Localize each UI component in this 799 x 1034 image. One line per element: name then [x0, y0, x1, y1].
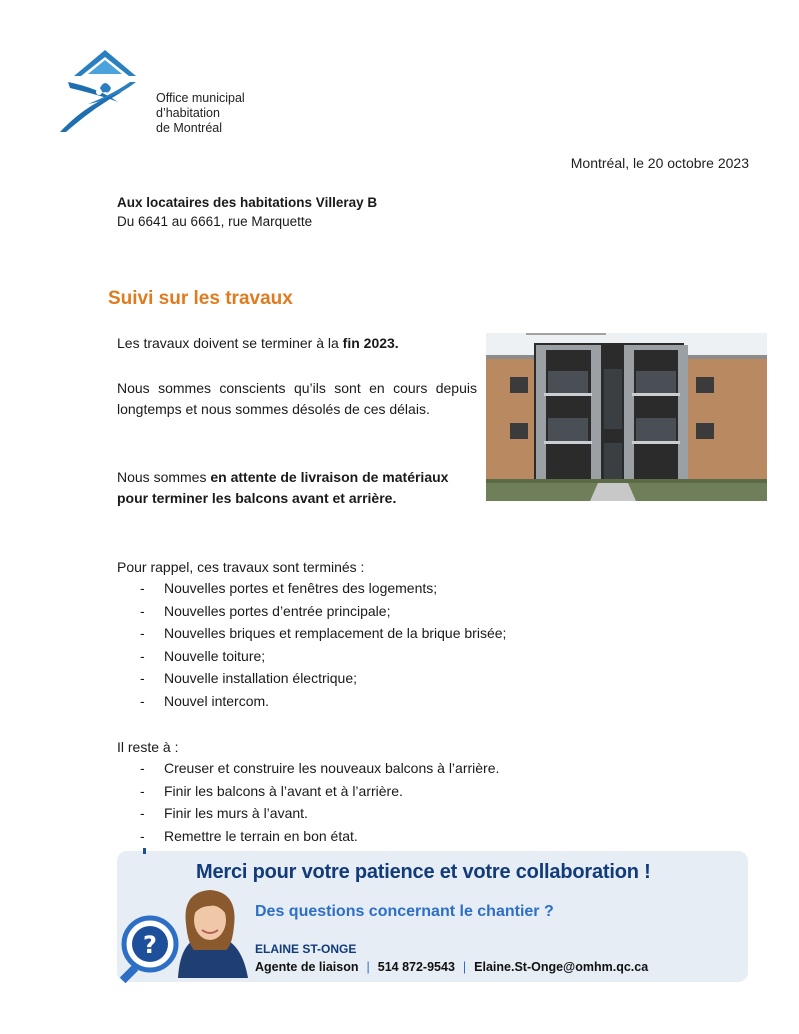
p3-bold: en attente de livraison de matériaux pour terminer les balcons avant et arrière: [117, 469, 449, 506]
recipient-line-2: Du 6641 au 6661, rue Marquette: [117, 214, 313, 229]
remaining-list: [140, 757, 499, 847]
paragraph-reminder: Pour rappel, ces travaux sont terminés :: [117, 559, 365, 575]
list-item: - Nouvelles portes d’entrée principale;: [140, 600, 506, 623]
p3-text: Nous sommes: [117, 469, 211, 485]
agent-phone: 514 872-9543: [377, 960, 455, 974]
paragraph-waiting: [117, 467, 467, 509]
list-item: - Nouvelles briques et remplacement de la brique brisée;: [140, 622, 506, 645]
section-title: Suivi sur les travaux: [108, 288, 293, 309]
recipient-block: [117, 193, 377, 231]
list-item: - Nouvelle installation électrique;: [140, 667, 506, 690]
question-magnifier-icon: [118, 912, 188, 984]
completed-list: [140, 577, 506, 712]
list-item: - Nouvelles portes et fenêtres des logements;: [140, 577, 506, 600]
logo-wordmark: [156, 91, 245, 136]
list-item: - Nouvel intercom.: [140, 690, 506, 713]
p1-bold: fin 2023.: [342, 335, 399, 351]
banner-question: Des questions concernant le chantier ?: [255, 903, 554, 920]
logo-line-1: Office municipal: [156, 91, 245, 105]
list-item: - Remettre le terrain en bon état.: [140, 825, 499, 848]
list-item: - Finir les murs à l’avant.: [140, 802, 499, 825]
paragraph-end-date: [117, 333, 477, 354]
agent-role: Agente de liaison: [255, 960, 359, 974]
agent-contact-line: [255, 960, 648, 974]
p1-text: Les travaux doivent se terminer à la: [117, 335, 343, 351]
paragraph-apology: Nous sommes conscients qu’ils sont en cours depuis longtemps et nous sommes désolés de ces délais.: [117, 380, 477, 417]
svg-text:?: ?: [143, 931, 157, 959]
logo-line-2: d’habitation: [156, 106, 220, 120]
agent-name: ELAINE ST-ONGE: [255, 942, 357, 956]
list-item: - Nouvelle toiture;: [140, 645, 506, 668]
omhm-logo-icon: [58, 42, 158, 134]
list-item: - Creuser et construire les nouveaux balcons à l’arrière.: [140, 757, 499, 780]
building-rendering-image: [486, 333, 767, 501]
letter-date: Montréal, le 20 octobre 2023: [570, 155, 749, 171]
list-item: - Finir les balcons à l’avant et à l’arrière.: [140, 780, 499, 803]
logo-line-3: de Montréal: [156, 121, 223, 135]
list-bullet-remnant: [143, 848, 146, 854]
separator: |: [366, 960, 370, 974]
agent-email[interactable]: Elaine.St-Onge@omhm.qc.ca: [474, 960, 649, 974]
paragraph-remaining: Il reste à :: [117, 739, 179, 755]
banner-title: Merci pour votre patience et votre collaboration !: [196, 861, 651, 883]
separator: |: [462, 960, 467, 974]
recipient-line-1: Aux locataires des habitations Villeray B: [117, 195, 378, 210]
p3-end: .: [392, 490, 397, 506]
